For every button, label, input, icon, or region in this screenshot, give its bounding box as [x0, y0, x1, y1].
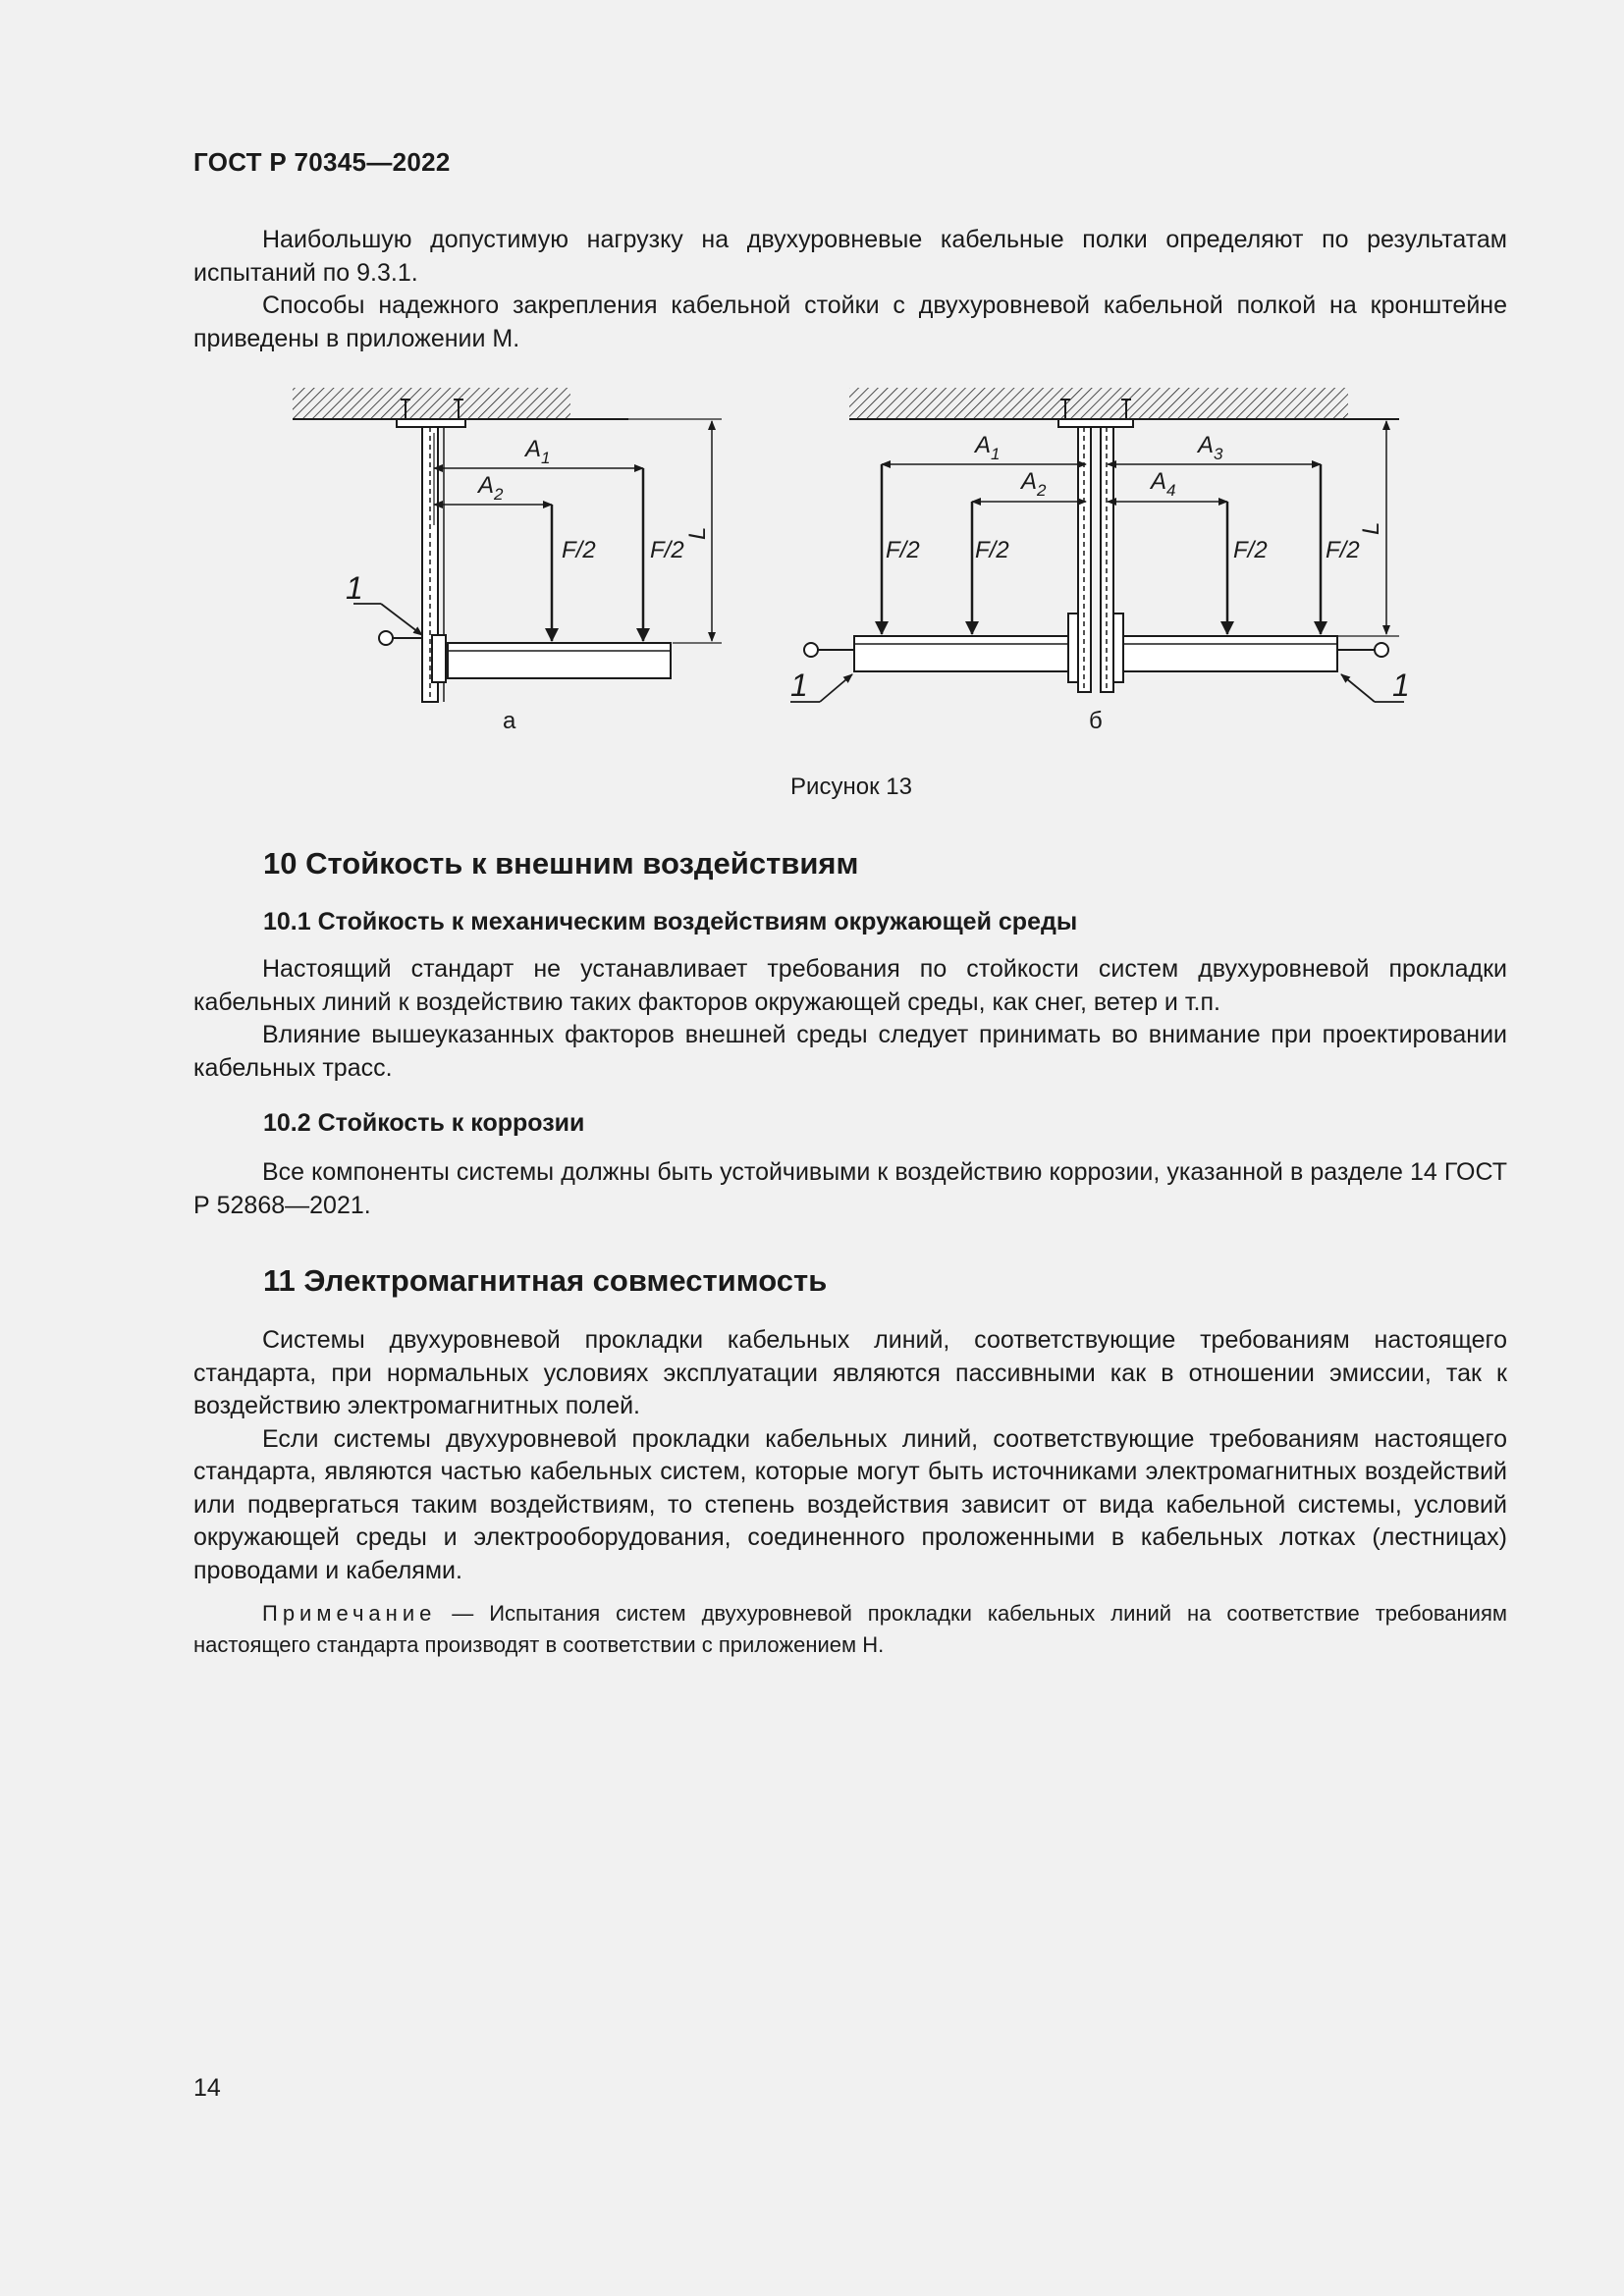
section-11-text	[193, 1324, 1507, 1587]
panel-a-labels	[346, 436, 711, 734]
panel-a-marker: 1	[346, 570, 363, 606]
panel-a-label: а	[503, 708, 516, 734]
section-11-heading: 11 Электромагнитная совместимость	[263, 1263, 828, 1298]
ceiling-hatch	[293, 388, 570, 419]
panel-a-length: L	[684, 526, 711, 540]
section-10-2-heading: 10.2 Стойкость к коррозии	[263, 1109, 585, 1137]
panel-b-force-2: F/2	[975, 537, 1009, 563]
section-10-2-paragraph-1: Все компоненты системы должны быть устойчивыми к воздействию коррозии, указанной в разделе 14 ГОСТ Р 52868—2021.	[193, 1158, 1507, 1219]
section-10-1-text	[193, 953, 1507, 1085]
section-10-1-heading: 10.1 Стойкость к механическим воздействиям окружающей среды	[263, 908, 1078, 935]
panel-b-force-3: F/2	[1233, 537, 1268, 563]
cable-shelf	[448, 643, 671, 678]
figure-13	[285, 378, 1424, 734]
panel-a-force-1: F/2	[562, 537, 596, 563]
note-paragraph	[193, 1598, 1507, 1661]
panel-b-force-4: F/2	[1326, 537, 1360, 563]
panel-b-dim-a1: $A_1$	[975, 432, 1001, 463]
panel-b-marker-left: 1	[790, 667, 808, 703]
panel-b-dim-a2: $A_2$	[1021, 468, 1047, 500]
panel-a-dim-a1: $A_1$	[525, 436, 551, 467]
section-10-1-paragraph-2: Влияние вышеуказанных факторов внешней среды следует принимать во внимание при проектировании кабельных трасс.	[193, 1021, 1507, 1082]
section-11-paragraph-2: Если системы двухуровневой прокладки кабельных линий, соответствующие требованиям настоящего стандарта, являются частью кабельных систем, которые могут быть источниками электромагнитных воздействий или подвергаться таким воздействиям, то степень воздействия зависит от вида кабельной системы, условий окружающей среды и электрооборудования, соединенного проложенными в кабельных лотках (лестницах) проводами и кабелями.	[193, 1424, 1507, 1584]
note-text: — Испытания систем двухуровневой прокладки кабельных линий на соответствие требованиям настоящего стандарта производят в соответствии с приложением Н.	[193, 1601, 1507, 1657]
figure-13-drawing	[285, 378, 1424, 734]
note-label: Примечание	[262, 1601, 437, 1626]
panel-b-force-1: F/2	[886, 537, 920, 563]
page-number: 14	[193, 2074, 221, 2102]
panel-b-length: L	[1358, 521, 1384, 535]
document-header: ГОСТ Р 70345—2022	[193, 147, 451, 177]
note-block	[193, 1598, 1507, 1661]
section-10-2-text	[193, 1156, 1507, 1222]
panel-b-marker-right: 1	[1392, 667, 1410, 703]
panel-b-dim-a4: $A_4$	[1151, 468, 1176, 500]
section-10-heading: 10 Стойкость к внешним воздействиям	[263, 846, 859, 881]
cable-shelf-left	[854, 636, 1068, 671]
panel-b-label: б	[1089, 708, 1103, 734]
panel-b-diagram	[790, 388, 1404, 702]
ceiling-hatch-b	[849, 388, 1348, 419]
intro-text	[193, 224, 1507, 355]
panel-a-force-2: F/2	[650, 537, 684, 563]
intro-paragraph-1: Наибольшую допустимую нагрузку на двухуровневые кабельные полки определяют по результатам испытаний по 9.3.1.	[193, 226, 1507, 287]
cable-shelf-right	[1123, 636, 1337, 671]
intro-paragraph-2: Способы надежного закрепления кабельной стойки с двухуровневой кабельной полкой на кронштейне приведены в приложении М.	[193, 292, 1507, 352]
panel-a-dim-a2: $A_2$	[478, 472, 504, 504]
panel-b-dim-a3: $A_3$	[1198, 432, 1223, 463]
section-11-paragraph-1: Системы двухуровневой прокладки кабельных линий, соответствующие требованиям настоящего стандарта, при нормальных условиях эксплуатации являются пассивными как в отношении эмиссии, так к воздействию электромагнитных полей.	[193, 1326, 1507, 1419]
figure-caption: Рисунок 13	[790, 774, 912, 800]
section-10-1-paragraph-1: Настоящий стандарт не устанавливает требования по стойкости систем двухуровневой прокладки кабельных линий к воздействию таких факторов окружающей среды, как снег, ветер и т.п.	[193, 955, 1507, 1016]
